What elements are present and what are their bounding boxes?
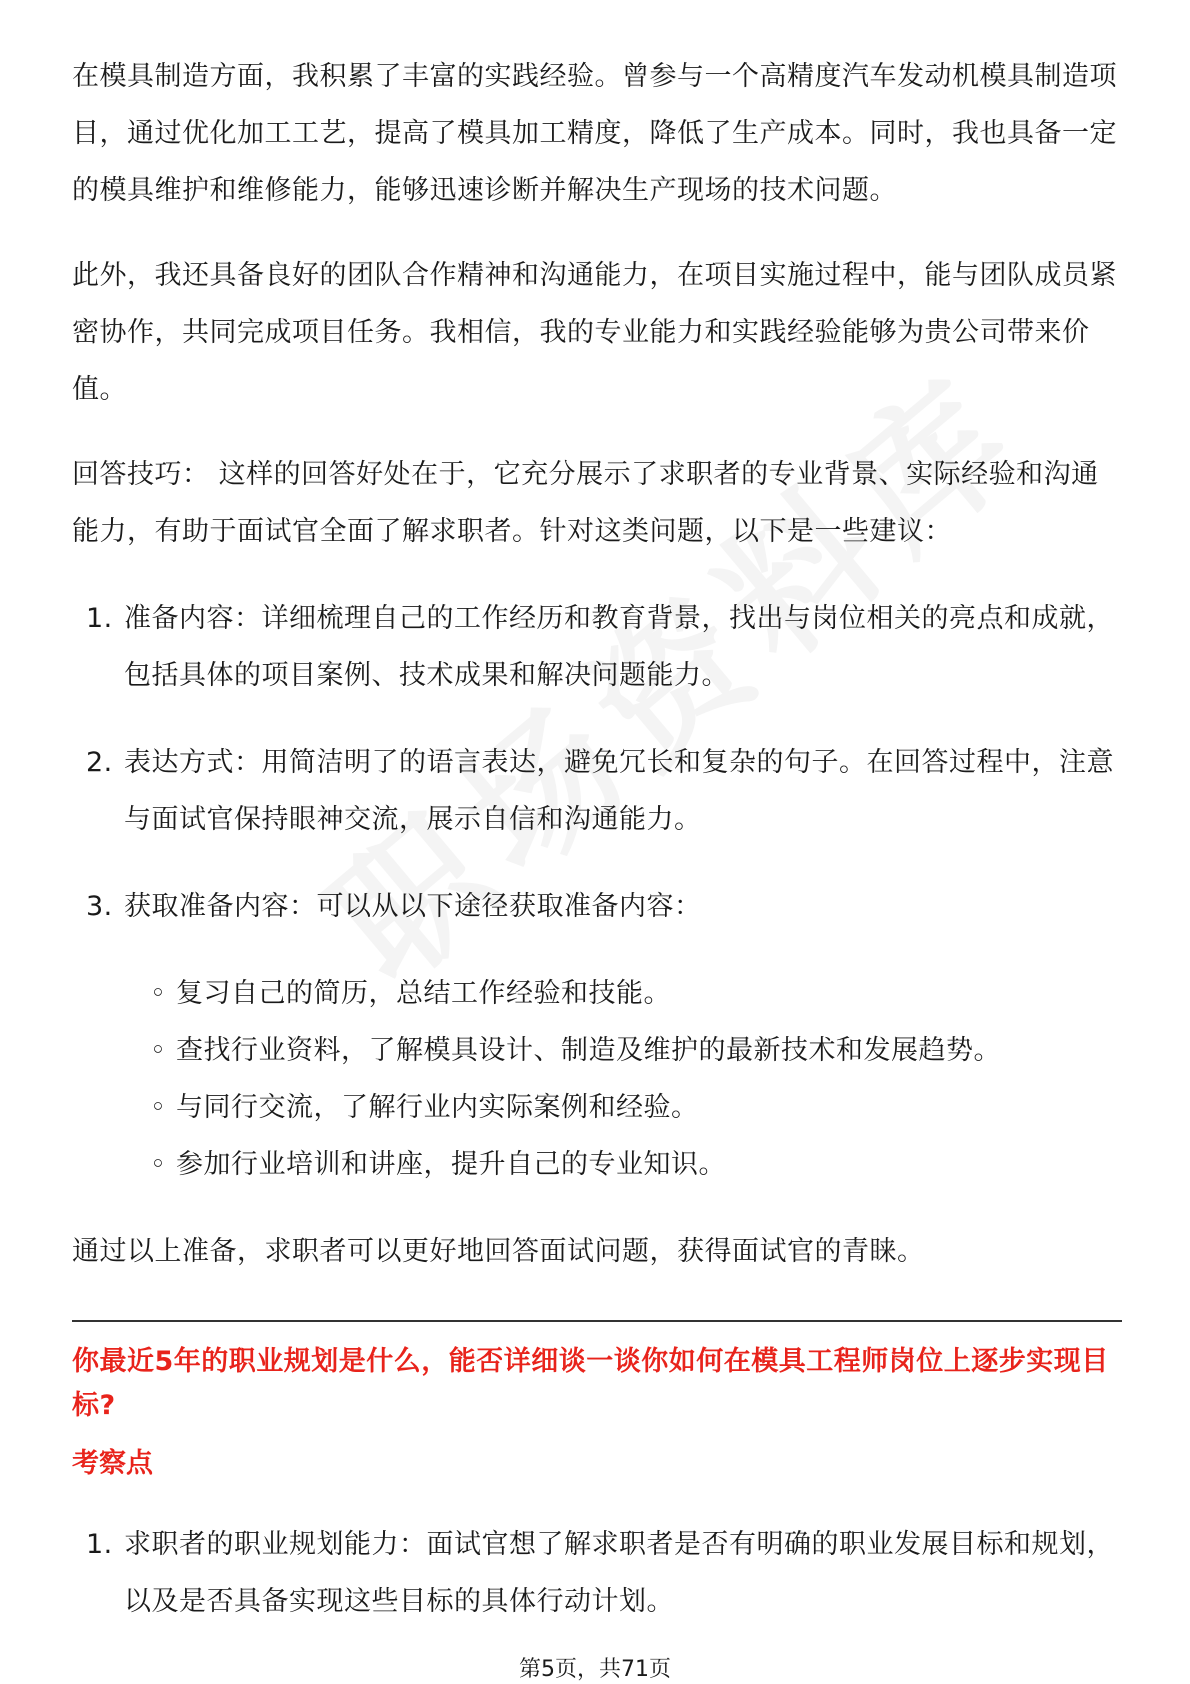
bullet-icon: ◦ [150,978,167,1009]
list-item [72,734,1122,848]
document-page [72,48,1122,1630]
list-item-text: 求职者的职业规划能力：面试官想了解求职者是否有明确的职业发展目标和规划，以及是否具备实现这些目标的具体行动计划。 [124,1529,1114,1617]
question-heading: 你最近5年的职业规划是什么，能否详细谈一谈你如何在模具工程师岗位上逐步实现目标? [72,1346,1109,1421]
bullet-icon: ◦ [150,1092,167,1123]
paragraph-closing: 通过以上准备，求职者可以更好地回答面试问题，获得面试官的青睐。 [72,1236,925,1267]
sources-list [72,965,1122,1193]
list-number: 2. [86,747,113,778]
list-item [72,965,1122,1022]
list-item [72,878,1122,935]
list-item [72,1079,1122,1136]
list-item [72,590,1122,704]
bullet-icon: ◦ [150,1149,167,1180]
list-item-text: 获取准备内容：可以从以下途径获取准备内容： [124,891,702,922]
page-footer: 第5页，共71页 [519,1657,671,1682]
list-item-text: 准备内容：详细梳理自己的工作经历和教育背景，找出与岗位相关的亮点和成就，包括具体的项目案例、技术成果和解决问题能力。 [124,603,1114,691]
paragraph-teamwork: 此外，我还具备良好的团队合作精神和沟通能力，在项目实施过程中，能与团队成员紧密协作，共同完成项目任务。我相信，我的专业能力和实践经验能够为贵公司带来价值。 [72,260,1117,405]
list-item-text: 表达方式：用简洁明了的语言表达，避免冗长和复杂的句子。在回答过程中，注意与面试官保持眼神交流，展示自信和沟通能力。 [124,747,1114,835]
list-item-text: 参加行业培训和讲座，提升自己的专业知识。 [176,1149,726,1180]
section-label: 考察点 [72,1448,153,1479]
points-list [72,1516,1122,1630]
bullet-icon: ◦ [150,1035,167,1066]
list-number: 3. [86,891,113,922]
list-item-text: 复习自己的简历，总结工作经验和技能。 [176,978,671,1009]
list-number: 1. [86,1529,113,1560]
paragraph-answer-tips: 回答技巧： 这样的回答好处在于，它充分展示了求职者的专业背景、实际经验和沟通能力，有助于面试官全面了解求职者。针对这类问题，以下是一些建议： [72,459,1099,547]
list-item [72,1136,1122,1193]
tips-list [72,590,1122,935]
paragraph-experience: 在模具制造方面，我积累了丰富的实践经验。曾参与一个高精度汽车发动机模具制造项目，通过优化加工工艺，提高了模具加工精度，降低了生产成本。同时，我也具备一定的模具维护和维修能力，能够迅速诊断并解决生产现场的技术问题。 [72,61,1117,206]
list-item [72,1516,1122,1630]
list-item-text: 与同行交流，了解行业内实际案例和经验。 [176,1092,699,1123]
list-number: 1. [86,603,113,634]
list-item-text: 查找行业资料，了解模具设计、制造及维护的最新技术和发展趋势。 [176,1035,1001,1066]
list-item [72,1022,1122,1079]
section-divider [72,1320,1122,1322]
